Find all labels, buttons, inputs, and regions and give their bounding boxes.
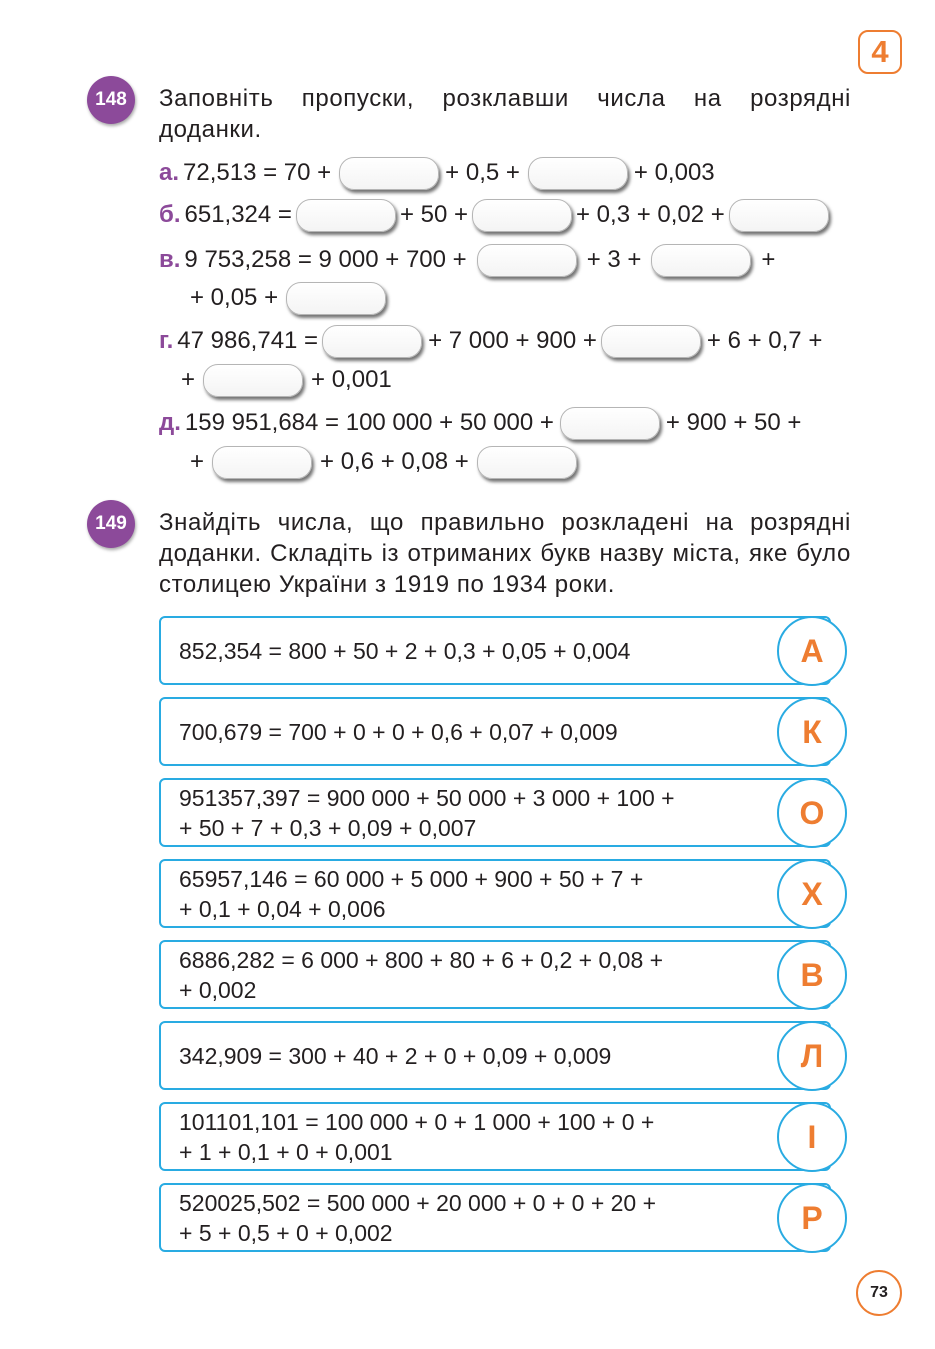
expr-part: + 0,001 (311, 366, 392, 393)
expansion-text: 852,354 = 800 + 50 + 2 + 0,3 + 0,05 + 0,004 (179, 637, 631, 664)
item-label: г. (159, 327, 174, 354)
expr-part: + 0,003 (633, 159, 715, 186)
expr-part: 651,324 = (184, 201, 292, 228)
expansion-card (159, 1021, 831, 1090)
letter-badge: Р (777, 1183, 847, 1253)
letter-badge: В (777, 940, 847, 1010)
expr-part: + 0,6 + 0,08 + (320, 448, 469, 475)
expr-part: + 0,5 + (445, 159, 520, 186)
item-d-line2 (190, 443, 577, 481)
answer-field[interactable] (203, 364, 303, 397)
expr-part: 47 986,741 = (177, 327, 319, 354)
item-g-line2 (181, 361, 392, 399)
expansion-card (159, 778, 831, 847)
expr-part: + (181, 366, 196, 393)
expr-part: 9 753,258 = 9 000 + 700 + (184, 246, 467, 273)
item-v-line2 (190, 279, 386, 317)
item-label: б. (159, 201, 181, 228)
item-label: д. (159, 409, 181, 436)
task-149-badge: 149 (87, 500, 135, 548)
item-v-line1 (159, 241, 775, 279)
letter-badge: Х (777, 859, 847, 929)
expr-part: + 0,3 + 0,02 + (576, 201, 725, 228)
item-d-line1 (159, 404, 801, 442)
expansion-card (159, 940, 831, 1009)
answer-field[interactable] (339, 157, 439, 190)
letter-badge: Л (777, 1021, 847, 1091)
expansion-text: 101101,101 = 100 000 + 0 + 1 000 + 100 + 0 + + 1 + 0,1 + 0 + 0,001 (179, 1108, 655, 1165)
answer-field[interactable] (286, 282, 386, 315)
answer-field[interactable] (477, 244, 577, 277)
expr-part: + (761, 246, 776, 273)
answer-field[interactable] (729, 199, 829, 232)
item-a-line (159, 154, 715, 192)
expr-part: + 6 + 0,7 + (706, 327, 823, 354)
item-b-line (159, 196, 829, 234)
expr-part: + 7 000 + 900 + (428, 327, 597, 354)
expansion-text: 6886,282 = 6 000 + 800 + 80 + 6 + 0,2 + 0,08 + + 0,002 (179, 946, 664, 1003)
expansion-text: 65957,146 = 60 000 + 5 000 + 900 + 50 + 7 + + 0,1 + 0,04 + 0,006 (179, 865, 644, 922)
answer-field[interactable] (212, 446, 312, 479)
letter-badge: А (777, 616, 847, 686)
expansion-text: 342,909 = 300 + 40 + 2 + 0 + 0,09 + 0,009 (179, 1042, 612, 1069)
item-g-line1 (159, 322, 822, 360)
expr-part: 159 951,684 = 100 000 + 50 000 + (184, 409, 554, 436)
expansion-card (159, 616, 831, 685)
task-149-text: Знайдіть числа, що правильно розкладені на розрядні доданки. Складіть із отриманих букв назву міста, яке було столицею України з 1919 по 1934 роки. (159, 509, 851, 598)
chapter-number: 4 (858, 30, 902, 74)
answer-field[interactable] (651, 244, 751, 277)
task-148-badge: 148 (87, 76, 135, 124)
letter-badge: О (777, 778, 847, 848)
expr-part: 72,513 = 70 + (183, 159, 332, 186)
expansion-card (159, 1102, 831, 1171)
expansion-text: 700,679 = 700 + 0 + 0 + 0,6 + 0,07 + 0,009 (179, 718, 618, 745)
answer-field[interactable] (601, 325, 701, 358)
answer-field[interactable] (477, 446, 577, 479)
item-label: а. (159, 159, 180, 186)
answer-field[interactable] (296, 199, 396, 232)
expr-part: + (190, 448, 205, 475)
answer-field[interactable] (472, 199, 572, 232)
page-number: 73 (856, 1270, 902, 1316)
expansion-text: 520025,502 = 500 000 + 20 000 + 0 + 0 + 20 + + 5 + 0,5 + 0 + 0,002 (179, 1189, 657, 1246)
letter-badge: І (777, 1102, 847, 1172)
expr-part: + 3 + (586, 246, 642, 273)
task-148-text: Заповніть пропуски, розклавши числа на розрядні доданки. (159, 85, 851, 143)
answer-field[interactable] (528, 157, 628, 190)
expansion-card (159, 697, 831, 766)
expr-part: + 0,05 + (190, 284, 279, 311)
expansion-text: 951357,397 = 900 000 + 50 000 + 3 000 + 100 + + 50 + 7 + 0,3 + 0,09 + 0,007 (179, 784, 675, 841)
expr-part: + 50 + (399, 201, 468, 228)
item-label: в. (159, 246, 181, 273)
answer-field[interactable] (560, 407, 660, 440)
expansion-card (159, 859, 831, 928)
letter-badge: К (777, 697, 847, 767)
answer-field[interactable] (322, 325, 422, 358)
expr-part: + 900 + 50 + (665, 409, 802, 436)
expansion-card (159, 1183, 831, 1252)
